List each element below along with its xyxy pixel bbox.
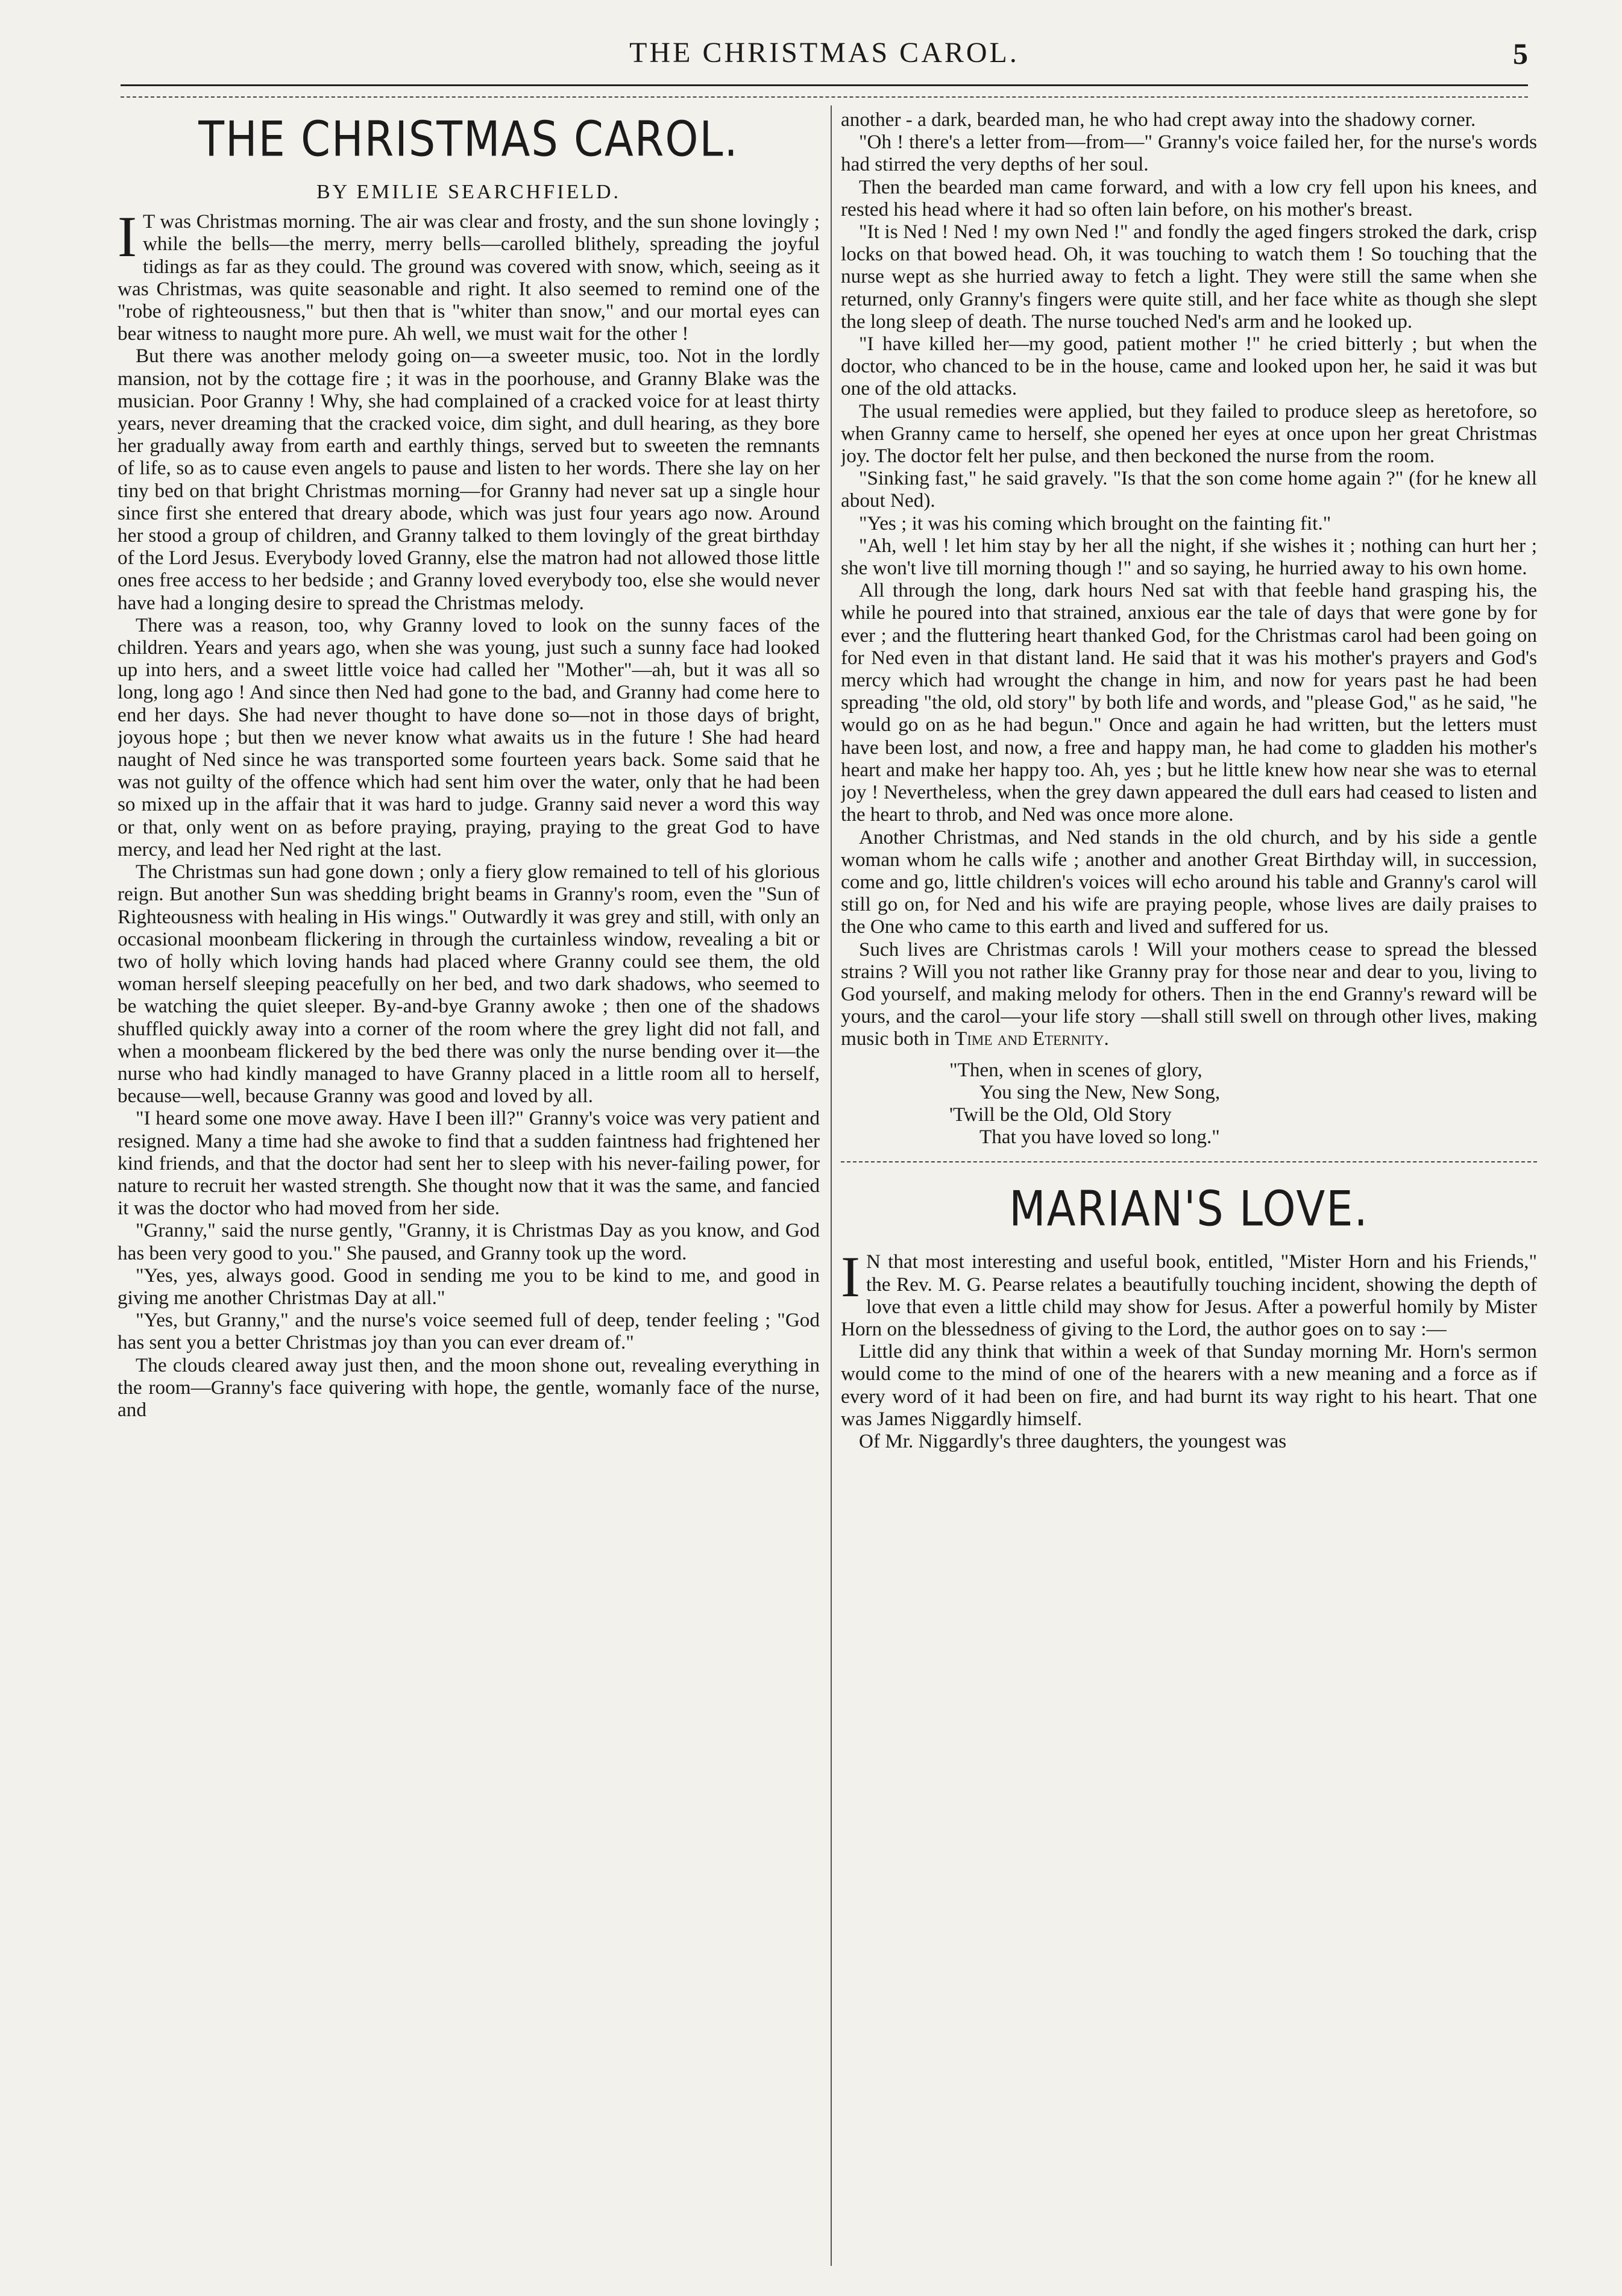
paragraph: I N that most interesting and useful book, entitled, "Mister Horn and his Friends," the Rev. M. G. Pearse relates a beautifully touching incident, showing the depth of love that even a little child may show for Jesus. After a powerful homily by Mister Horn on the blessedness of giving to the Lord, the author goes on to say :— [841,1244,1537,1340]
paragraph: "Yes ; it was his coming which brought on the fainting fit." [859,512,1331,535]
paragraph: Of Mr. Niggardly's three daughters, the youngest was [859,1429,1287,1452]
paragraph: I T was Christmas morning. The air was clear and frosty, and the sun shone lovingly ; while the bells—the merry, merry bells—carolled blithely, spreading the joyful tidings as far as they could. The ground was covered with snow, which, seeing as it was Christmas, was quite seasonable and right. It also seemed to remind one of the "robe of righteousness," but then that is "whiter than snow," and our mortal eyes can bear witness to naught more pure. Ah well, we must wait for the other ! [118,204,820,345]
paragraph: "I heard some one move away. Have I been ill?" Granny's voice was very patient and resigned. Many a time had she awoke to find that a sudden faintness had frightened her kind friends, and that the doctor had sent her to sleep with his never-failing power, for nature to recruit her wasted strength. She thought now that it was the same, and fancied it was the doctor who had moved from her side. [118,1107,820,1220]
paragraph: "Yes, yes, always good. Good in sending me you to be kind to me, and good in giving me another Christmas Day at all." [118,1264,820,1309]
paragraph: "Sinking fast," he said gravely. "Is that the son come home again ?" (for he knew all about Ned). [841,467,1537,512]
paragraph: "It is Ned ! Ned ! my own Ned !" and fondly the aged fingers stroked the dark, crisp locks on that bowed head. Oh, it was touching to watch them ! So touching that the nurse wept as she hurried away to fetch a light. They were still the same when she returned, only Granny's fingers were quite still, and her face white as though she slept the long sleep of death. The nurse touched Ned's arm and he looked up. [841,221,1537,333]
article-byline: BY EMILIE SEARCHFIELD. [316,181,621,203]
paragraph: Such lives are Christmas carols ! Will your mothers cease to spread the blessed strains ? Will you not rather like Granny pray for those near and dear to you, living to God yourself, and making melody for others. Then in the end Granny's reward will be yours, and the carol—your life story —shall still swell on through other lives, making music both in Time and Eternity. [841,938,1537,1050]
drop-cap: I [118,204,137,269]
column-divider [831,105,832,2266]
paragraph: The usual remedies were applied, but they failed to produce sleep as heretofore, so when Granny came to herself, she opened her eyes at once upon her great Christmas joy. The doctor felt her pulse, and then beckoned the nurse from the room. [841,400,1537,468]
header-rule [121,84,1528,86]
paragraph: "Ah, well ! let him stay by her all the night, if she wishes it ; nothing can hurt her ; she won't live till morning though !" and so saying, he hurried away to his own home. [841,534,1537,580]
paragraph: "Granny," said the nurse gently, "Granny, it is Christmas Day as you know, and God has been very good to you." She paused, and Granny took up the word. [118,1219,820,1264]
paragraph: But there was another melody going on—a sweeter music, too. Not in the lordly mansion, not by the cottage fire ; it was in the poorhouse, and Granny Blake was the musician. Poor Granny ! Why, she had complained of a cracked voice for at least thirty years, never dreaming that the cracked voice, dim sight, and dull hearing, as they bore her gradually away from earth and earthly things, served but to sweeten the remnants of life, so as to cause even angels to pause and listen to her words. There she lay on her tiny bed on that bright Christmas morning—for Granny had never sat up a single hour since first she entered that dreary abode, which was just four years ago now. Around her stood a group of children, and Granny talked to them lovingly of the great birthday of the Lord Jesus. Everybody loved Granny, else the matron had not allowed those little ones free access to her bedside ; and Granny loved everybody too, else she would never have had a longing desire to spread the Christmas melody. [118,345,820,614]
running-title: THE CHRISTMAS CAROL. [629,37,1019,69]
article-title-christmas-carol: THE CHRISTMAS CAROL. [198,110,739,168]
running-head [121,36,1528,84]
paragraph: another - a dark, bearded man, he who had crept away into the shadowy corner. [841,108,1476,131]
verse-line: 'Twill be the Old, Old Story [949,1103,1172,1126]
paragraph: Another Christmas, and Ned stands in the old church, and by his side a gentle woman whom he calls wife ; another and another Great Birthday will, in succession, come and go, little children's voices will echo around his table and Granny's carol will still go on, for Ned and his wife are praying people, whose lives are daily praises to the One who came to this earth and lived and suffered for us. [841,826,1537,938]
article-title-marians-love: MARIAN'S LOVE. [1009,1181,1369,1238]
paragraph: There was a reason, too, why Granny loved to look on the sunny faces of the children. Years and years ago, when she was young, just such a sunny face had looked up into hers, and a sweet little voice had called her "Mother"—ah, but it was all so long, long ago ! And since then Ned had gone to the bad, and Granny had come here to end her days. She had never thought to have done so—not in those days of bright, joyous hope ; but then we never know what awaits us in the future ! She had heard naught of Ned since he was transported some fourteen years back. Some said that he was not guilty of the offence which had sent him over the water, only that he had been so mixed up in the affair that it was hard to judge. Granny said never a word this way or that, only went on as before praying, praying, praying to the great God to have mercy, and lead her Ned right at the last. [118,613,820,861]
paragraph: Little did any think that within a week of that Sunday morning Mr. Horn's sermon would come to the mind of one of the hearers with a new meaning and a force as if every word of it had been on fire, and had burnt its way right to his heart. That one was James Niggardly himself. [841,1340,1537,1430]
paragraph: "Yes, but Granny," and the nurse's voice seemed full of deep, tender feeling ; "God has sent you a better Christmas joy than you can ever dream of." [118,1309,820,1354]
paragraph: Then the bearded man came forward, and with a low cry fell upon his knees, and rested his head where it had so often lain before, on his mother's breast. [841,175,1537,221]
section-divider [841,1161,1537,1162]
left-column [118,108,820,2272]
verse-line: That you have loved so long." [979,1126,1220,1149]
header-dashed-rule [121,96,1528,98]
paragraph: "Oh ! there's a letter from—from—" Granny's voice failed her, for the nurse's words had stirred the very depths of her soul. [841,131,1537,176]
verse-line: You sing the New, New Song, [979,1081,1221,1103]
paragraph: "I have killed her—my good, patient mother !" he cried bitterly ; but when the doctor, who chanced to be in the house, came and looked upon her, he said it was but one of the old attacks. [841,333,1537,400]
closing-verse [841,1059,1537,1149]
page-number: 5 [1513,37,1528,71]
paragraph: All through the long, dark hours Ned sat with that feeble hand grasping his, the while he poured into that strained, anxious ear the tale of days that were gone by for ever ; and the fluttering heart thanked God, for the Christmas carol had been going on for Ned even in that distant land. He said that it was his mother's prayers and God's mercy which had wrought the change in him, and now for years past he had been spreading "the old, old story" by both life and words, and "please God," as he said, "he would go on as he had begun." Once and again he had written, but the letters must have been lost, and now, a free and happy man, he had come to gladden his mother's heart and make her happy too. Ah, yes ; but he little knew how near she was to eternal joy ! Nevertheless, when the grey dawn appeared the dull ears had ceased to listen and the heart to throb, and Ned was once more alone. [841,579,1537,826]
paragraph: The clouds cleared away just then, and the moon shone out, revealing everything in the room—Granny's face quivering with hope, the gentle, womanly face of the nurse, and [118,1353,820,1421]
paragraph: The Christmas sun had gone down ; only a fiery glow remained to tell of his glorious reign. But another Sun was shedding bright beams in Granny's room, even the "Sun of Righteousness with healing in His wings." Outwardly it was grey and still, with only an occasional moonbeam flickering in through the curtainless window, revealing a bit or two of holly which loving hands had placed where Granny could see them, the old woman herself sleeping peacefully on her bed, and two dark shadows, who seemed to be watching the quiet sleeper. By-and-bye Granny awoke ; then one of the shadows shuffled quickly away into a corner of the room where the grey light did not fall, and when a moonbeam flickered by the bed there was only the nurse bending over it—the nurse who had kindly managed to have Granny placed in a little room all to herself, because—well, because Granny was good and loved by all. [118,861,820,1108]
drop-cap: I [841,1244,860,1310]
right-column [841,108,1537,2272]
verse-line: "Then, when in scenes of glory, [949,1058,1202,1081]
